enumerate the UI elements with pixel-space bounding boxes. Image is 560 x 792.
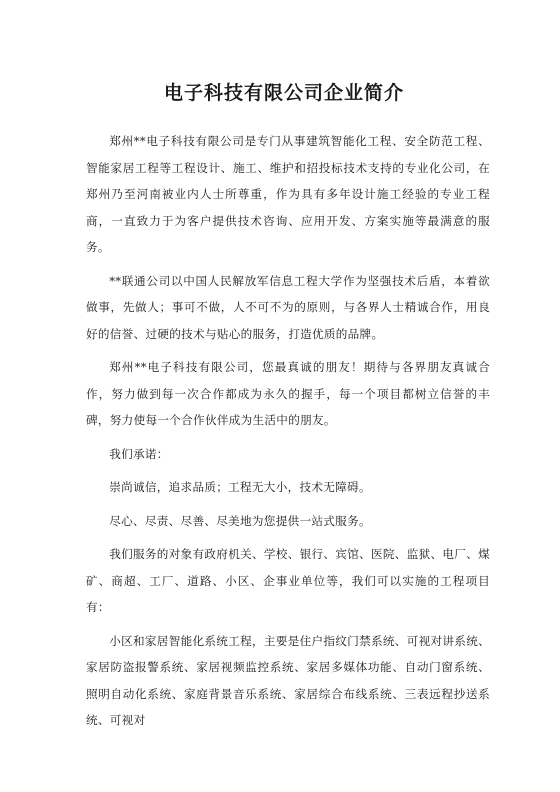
paragraph-clients: 我们服务的对象有政府机关、学校、银行、宾馆、医院、监狱、电厂、煤矿、商超、工厂、道路、小区、企事业单位等，我们可以实施的工程项目有： [86, 547, 490, 614]
paragraph-promise-heading: 我们承诺： [109, 446, 169, 461]
paragraph-promise-2: 尽心、尽责、尽善、尽美地为您提供一站式服务。 [109, 513, 371, 528]
paragraph-promise-1: 崇尚诚信，追求品质；工程无大小，技术无障碍。 [109, 480, 371, 494]
paragraph-projects: 小区和家居智能化系统工程，主要是住户指纹门禁系统、可视对讲系统、家居防盗报警系统、家居视频监控系统、家居多媒体功能、自动门窗系统、照明自动化系统、家庭背景音乐系统、家居综合布线系统、三表远程抄送系统、可视对 [86, 633, 490, 727]
paragraph-intro: 郑州**电子科技有限公司是专门从事建筑智能化工程、安全防范工程、智能家居工程等工程设计、施工、维护和招投标技术支持的专业化公司，在郑州乃至河南被业内人士所尊重，作为具有多年设计施工经验的专业工程商，一直致力于为客户提供技术咨询、应用开发、方案实施等最满意的服务。 [86, 134, 490, 254]
paragraph-partnership: 郑州**电子科技有限公司，您最真诚的朋友！期待与各界朋友真诚合作，努力做到每一次合作都成为永久的握手，每一个项目都树立信誉的丰碑，努力使每一个合作伙伴成为生活中的朋友。 [86, 360, 490, 427]
document-title: 电子科技有限公司企业简介 [163, 82, 404, 104]
document-body [86, 128, 490, 734]
paragraph-backing: **联通公司以中国人民解放军信息工程大学作为坚强技术后盾，本着欲做事，先做人；事可不做，人不可不为的原则，与各界人士精诚合作，用良好的信誉、过硬的技术与贴心的服务，打造优质的品牌。 [86, 273, 490, 341]
